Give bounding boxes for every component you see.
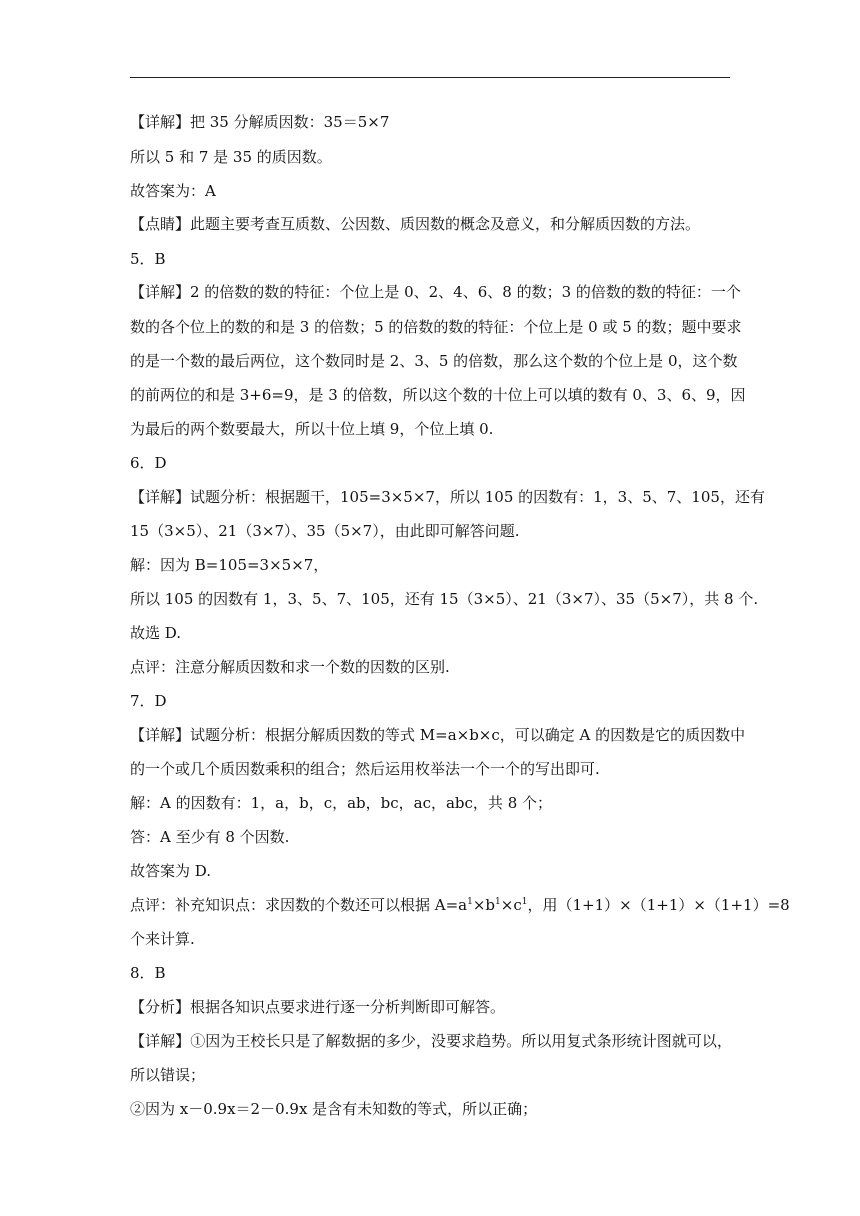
text-line: 所以错误； [130,1066,206,1084]
exponent: 1 [521,897,528,907]
text-line: 解：因为 B=105=3×5×7， [130,556,329,574]
text-line: 所以 105 的因数有 1，3、5、7、105，还有 15（3×5）、21（3×7）、35（5×7），共 8 个. [130,590,759,608]
question-number: 8．B [130,964,166,982]
text-line: 故答案为 D. [130,862,212,880]
text-line: ②因为 x－0.9x＝2－0.9x 是含有未知数的等式，所以正确； [130,1100,538,1118]
text-line: 所以 5 和 7 是 35 的质因数。 [130,148,332,166]
text-line: 答：A 至少有 8 个因数. [130,828,290,846]
formula-line [130,896,790,914]
exponent: 1 [495,897,501,907]
text-line: 点评：注意分解质因数和求一个数的因数的区别. [130,658,450,676]
text-line: 15（3×5）、21（3×7）、35（5×7），由此即可解答问题. [130,522,520,540]
text-line: 【点睛】此题主要考查互质数、公因数、质因数的概念及意义，和分解质因数的方法。 [130,215,701,233]
header-rule [130,77,730,78]
formula-part: ×b [472,896,496,914]
question-number: 5．B [130,250,166,268]
text-line: 故答案为：A [130,182,216,200]
text-line: 的前两位的和是 3+6=9，是 3 的倍数，所以这个数的十位上可以填的数有 0、3、6、9，因 [130,386,746,404]
text-line: 【详解】把 35 分解质因数：35＝5×7 [130,113,390,131]
question-number: 7．D [130,692,167,710]
text-line: 故选 D. [130,624,182,642]
formula-prefix: 点评：补充知识点：求因数的个数还可以根据 A=a [130,896,468,914]
text-line: 【详解】试题分析：根据分解质因数的等式 M=a×b×c，可以确定 A 的因数是它的质因数中 [130,726,746,744]
text-line: 【分析】根据各知识点要求进行逐一分析判断即可解答。 [130,998,506,1016]
text-line: 解：A 的因数有：1，a，b，c，ab，bc，ac，abc，共 8 个； [130,794,553,812]
question-number: 6．D [130,454,167,472]
text-line: 【详解】试题分析：根据题干，105=3×5×7，所以 105 的因数有：1，3、5、7、105，还有 [130,488,765,506]
text-line: 的一个或几个质因数乘积的组合；然后运用枚举法一个一个的写出即可. [130,760,600,778]
text-line: 【详解】2 的倍数的数的特征：个位上是 0、2、4、6、8 的数；3 的倍数的数的特征：一个 [130,283,741,301]
text-line: 的是一个数的最后两位，这个数同时是 2、3、5 的倍数，那么这个数的个位上是 0，这个数 [130,352,738,370]
text-line: 为最后的两个数要最大，所以十位上填 9，个位上填 0. [130,420,494,438]
exponent: 1 [467,897,473,907]
formula-part: ×c [500,896,522,914]
text-line: 数的各个位上的数的和是 3 的倍数；5 的倍数的数的特征：个位上是 0 或 5 的数；题中要求 [130,318,742,336]
formula-suffix: ，用（1+1）×（1+1）×（1+1）=8 [527,896,790,914]
text-line: 个来计算. [130,930,195,948]
text-line: 【详解】①因为王校长只是了解数据的多少，没要求趋势。所以用复式条形统计图就可以， [130,1032,732,1050]
